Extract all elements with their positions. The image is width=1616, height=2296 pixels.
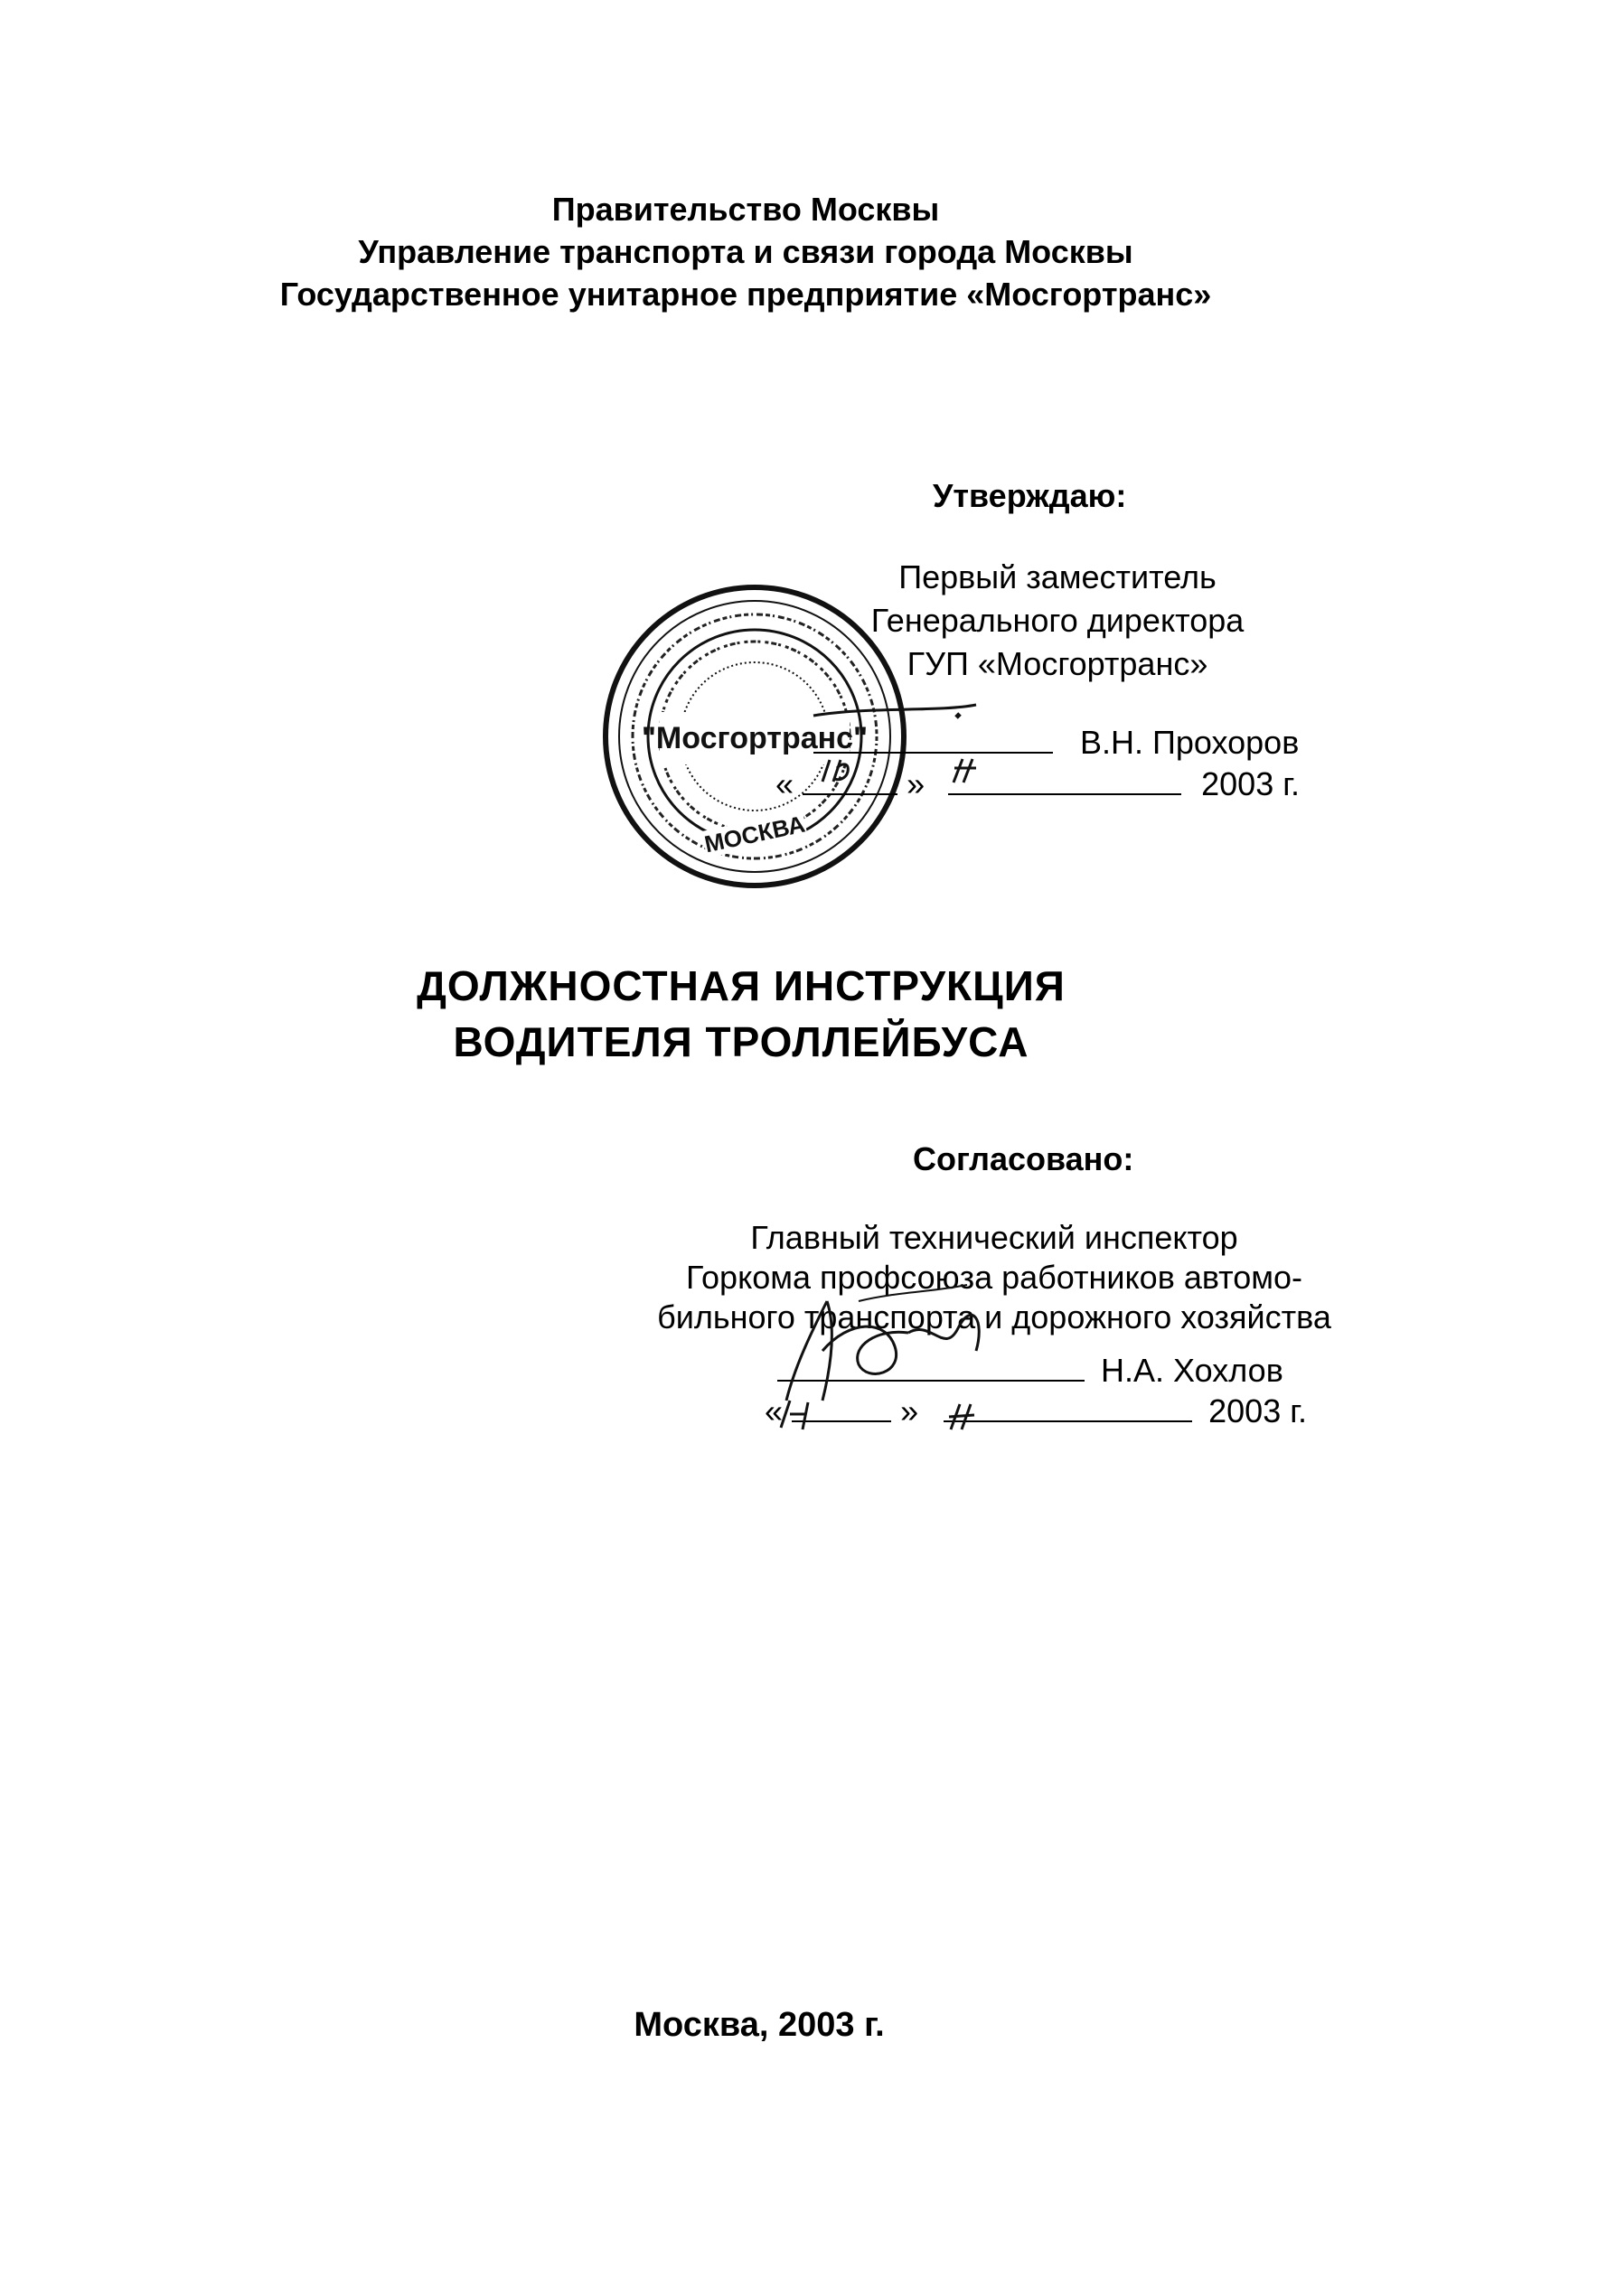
agreement-date-open-quote: « [765, 1392, 784, 1429]
agreement-signatory: Н.А. Хохлов [1101, 1352, 1283, 1389]
approval-year: 2003 г. [1201, 765, 1300, 802]
header-line-department: Управление транспорта и связи города Москвы [358, 233, 1133, 270]
approver-position-line2: Генерального директора [870, 602, 1245, 639]
agreement-heading: Согласовано: [913, 1140, 1134, 1177]
organization-header [271, 188, 1220, 315]
approval-handwritten-date [795, 696, 1085, 804]
approval-signatory: В.Н. Прохоров [1080, 724, 1300, 761]
document-title-line1: ДОЛЖНОСТНАЯ ИНСТРУКЦИЯ [417, 962, 1066, 1009]
document-title [271, 958, 1211, 1070]
stamp-center-text: "Мосгортранс" [641, 721, 869, 755]
approver-position-line3: ГУП «Мосгортранс» [907, 645, 1208, 682]
approver-position [841, 556, 1274, 686]
agreement-handwritten-signature [750, 1265, 1048, 1437]
document-title-line2: ВОДИТЕЛЯ ТРОЛЛЕЙБУСА [453, 1018, 1029, 1065]
agreement-date-close-quote: » [900, 1392, 919, 1429]
agreement-line3: бильного транспорта и дорожного хозяйства [657, 1298, 1331, 1335]
footer-place-date: Москва, 2003 г. [634, 2006, 885, 2044]
approval-date-close-quote: » [907, 765, 925, 802]
agreement-line1: Главный технический инспектор [750, 1219, 1238, 1256]
agreement-line2: Горкома профсоюза работников автомо- [685, 1259, 1303, 1296]
header-line-government: Правительство Москвы [551, 191, 940, 228]
approval-heading: Утверждаю: [933, 477, 1127, 514]
approver-position-line1: Первый заместитель [898, 558, 1217, 595]
agreement-year: 2003 г. [1208, 1392, 1307, 1429]
stamp-city-text: МОСКВА [701, 810, 808, 858]
header-line-enterprise: Государственное унитарное предприятие «Мосгортранс» [279, 276, 1212, 313]
approval-date-open-quote: « [775, 765, 794, 802]
